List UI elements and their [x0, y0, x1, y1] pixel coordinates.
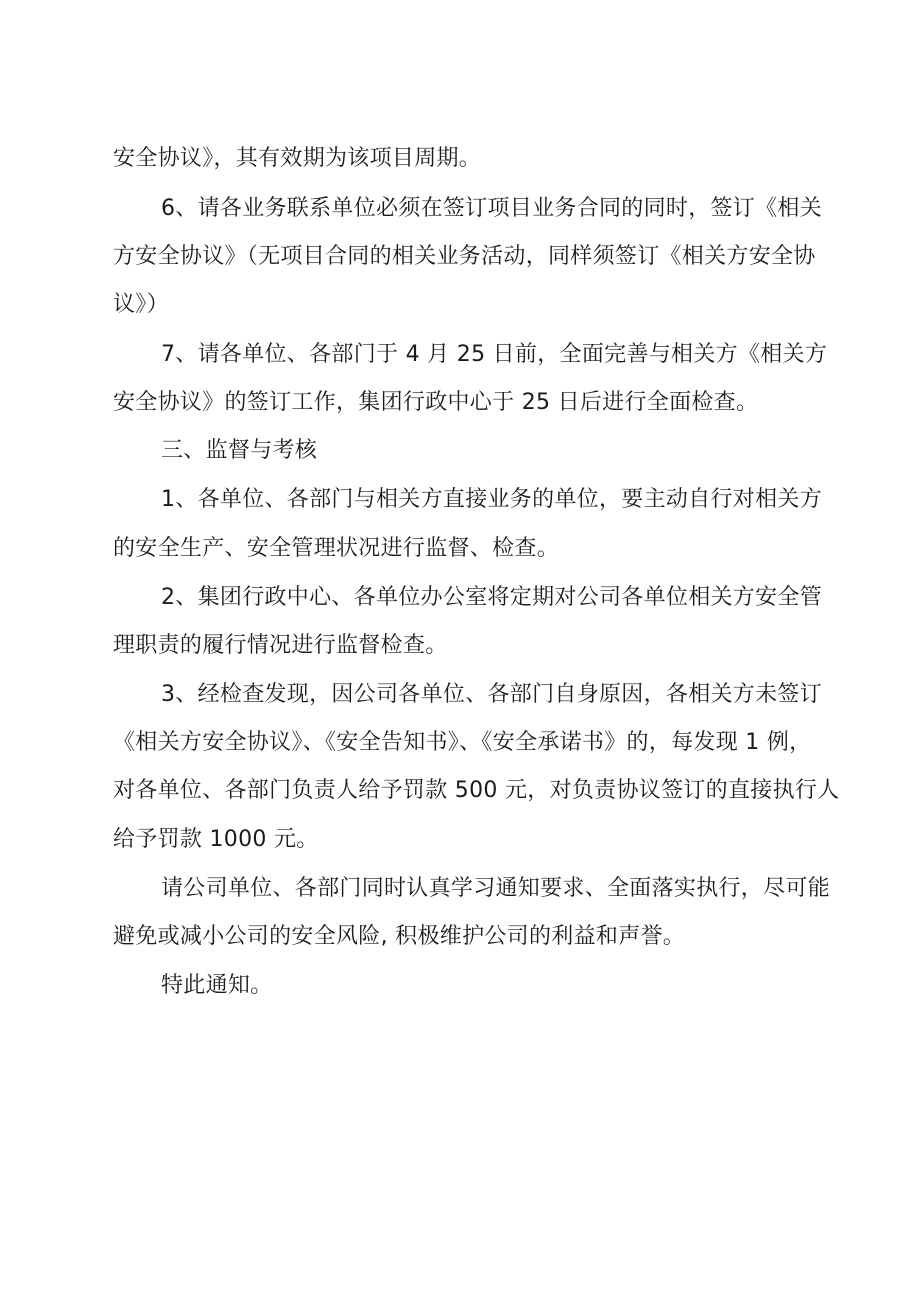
- text-line: 安全协议》的签订工作，集团行政中心于 25 日后进行全面检查。: [113, 390, 759, 415]
- item-7-text: 7、请各单位、各部门于 4 月 25 日前，全面完善与相关方《相关方: [161, 342, 828, 367]
- closing-notice: 特此通知。: [161, 973, 273, 998]
- item-2-text: 2、集团行政中心、各单位办公室将定期对公司各单位相关方安全管: [161, 585, 822, 610]
- text-line: 理职责的履行情况进行监督检查。: [113, 633, 448, 658]
- text-line: 议》）: [113, 292, 169, 317]
- text-line: 对各单位、各部门负责人给予罚款 500 元，对负责协议签订的直接执行人: [113, 778, 840, 803]
- item-1-text: 1、各单位、各部门与相关方直接业务的单位，要主动自行对相关方: [161, 487, 822, 512]
- text-line: 避免或减小公司的安全风险, 积极维护公司的利益和声誉。: [113, 924, 686, 949]
- text-line: 《相关方安全协议》、《安全告知书》、《安全承诺书》的，每发现 1 例，: [113, 730, 812, 755]
- section-heading: 三、监督与考核: [161, 438, 318, 463]
- item-6-text: 6、请各业务联系单位必须在签订项目业务合同的同时，签订《相关: [161, 196, 822, 221]
- item-3-text: 3、经检查发现，因公司各单位、各部门自身原因，各相关方未签订: [161, 682, 822, 707]
- closing-request-text: 请公司单位、各部门同时认真学习通知要求、全面落实执行，尽可能: [161, 876, 831, 901]
- text-line: 安全协议》，其有效期为该项目周期。: [113, 146, 482, 171]
- text-line: 的安全生产、安全管理状况进行监督、检查。: [113, 536, 560, 561]
- text-line: 给予罚款 1000 元。: [113, 827, 319, 852]
- text-line: 方安全协议》（无项目合同的相关业务活动，同样须签订《相关方安全协: [113, 244, 816, 269]
